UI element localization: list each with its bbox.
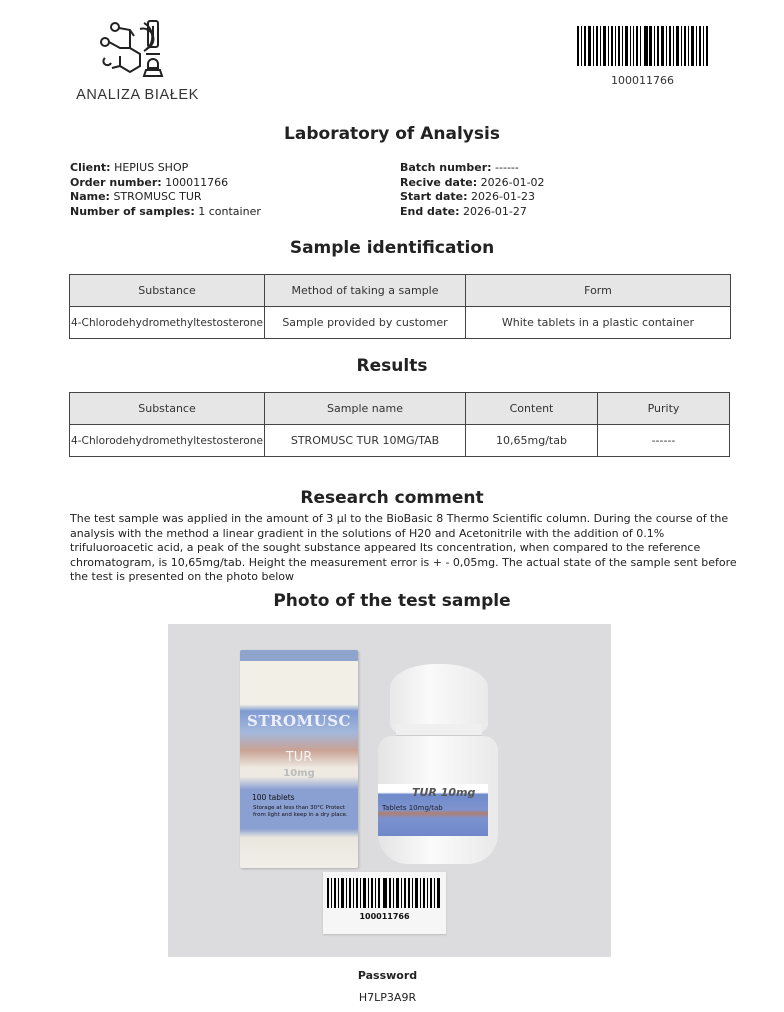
client-row: Client: HEPIUS SHOP: [70, 161, 189, 174]
research-comment-title: Research comment: [300, 488, 484, 508]
results-table: [69, 392, 730, 457]
column-header: Purity: [598, 393, 730, 425]
table-cell: STROMUSC TUR 10MG/TAB: [265, 425, 466, 457]
sample-identification-title: Sample identification: [289, 238, 495, 258]
logo: [70, 18, 205, 106]
column-header: Content: [466, 393, 598, 425]
bottle-label-line: Tablets 10mg/tab: [382, 804, 443, 812]
password-label: Password: [357, 969, 418, 982]
sticker-number: 100011766: [359, 912, 410, 921]
bottle-cap-ring: [396, 724, 482, 736]
bottle-label-title: TUR 10mg: [412, 786, 476, 799]
table-cell: Sample provided by customer: [265, 307, 466, 339]
table-row: [70, 425, 730, 457]
product-box: [240, 650, 358, 868]
sample-photo: [168, 624, 611, 957]
table-cell: 10,65mg/tab: [466, 425, 598, 457]
box-dose: 10mg: [283, 768, 315, 779]
start-date-row: Start date: 2026-01-23: [400, 190, 535, 203]
name-row: Name: STROMUSC TUR: [70, 190, 202, 203]
box-brand: STROMUSC: [247, 712, 351, 730]
end-date-row: End date: 2026-01-27: [400, 204, 527, 218]
page-title: Laboratory of Analysis: [284, 124, 500, 144]
product-bottle: [378, 664, 498, 864]
barcode-icon: [577, 26, 708, 66]
order-number-row: Order number: 100011766: [70, 175, 229, 189]
batch-number-row: Batch number: ------: [400, 161, 519, 174]
column-header: Sample name: [265, 393, 466, 425]
table-row: [70, 307, 731, 339]
table-header-row: [70, 393, 730, 425]
box-count: 100 tablets: [252, 793, 295, 802]
box-product: TUR: [285, 750, 313, 765]
photo-title: Photo of the test sample: [273, 591, 511, 611]
barcode-sticker: [323, 872, 446, 934]
bottle-body: [378, 736, 498, 864]
column-header: Substance: [70, 393, 265, 425]
barcode-number: 100011766: [611, 74, 674, 87]
research-comment-text: The test sample was applied in the amount of 3 µl to the BioBasic 8 Thermo Scientific column. During the course of the analysis with the method a linear gradient in the solutions of H20 and Acetonitrile with the addition of 0.1% trifuluoroacetic acid, a peak of the sought substance appeared Its concentration, when compared to the reference chromatogram, is 10,65mg/tab. Height the measurement error is + - 0,05mg. The actual state of the sample sent before the test is presented on the photo below: [70, 512, 737, 583]
box-storage: Storage at less than 30°C Protect from light and keep in a dry place.: [253, 805, 348, 818]
table-cell: White tablets in a plastic container: [466, 307, 731, 339]
table-cell: 4-Chlorodehydromethyltestosterone: [70, 307, 265, 339]
table-header-row: [70, 275, 731, 307]
bottle-label: [378, 784, 488, 836]
column-header: Method of taking a sample: [265, 275, 466, 307]
table-cell: ------: [598, 425, 730, 457]
order-info-right: [400, 161, 545, 219]
sample-identification-table: [69, 274, 731, 339]
molecule-microscope-icon: [100, 18, 175, 82]
results-title: Results: [356, 356, 428, 376]
column-header: Substance: [70, 275, 265, 307]
table-cell: 4-Chlorodehydromethyltestosterone: [70, 425, 265, 457]
barcode-icon: [327, 878, 442, 908]
number-of-samples-row: Number of samples: 1 container: [70, 204, 261, 218]
column-header: Form: [466, 275, 731, 307]
order-info-left: [70, 161, 261, 219]
password-value: H7LP3A9R: [358, 991, 417, 1004]
logo-text: ANALIZA BIAŁEK: [76, 87, 199, 103]
bottle-cap: [390, 664, 488, 732]
receive-date-row: Recive date: 2026-01-02: [400, 175, 545, 189]
